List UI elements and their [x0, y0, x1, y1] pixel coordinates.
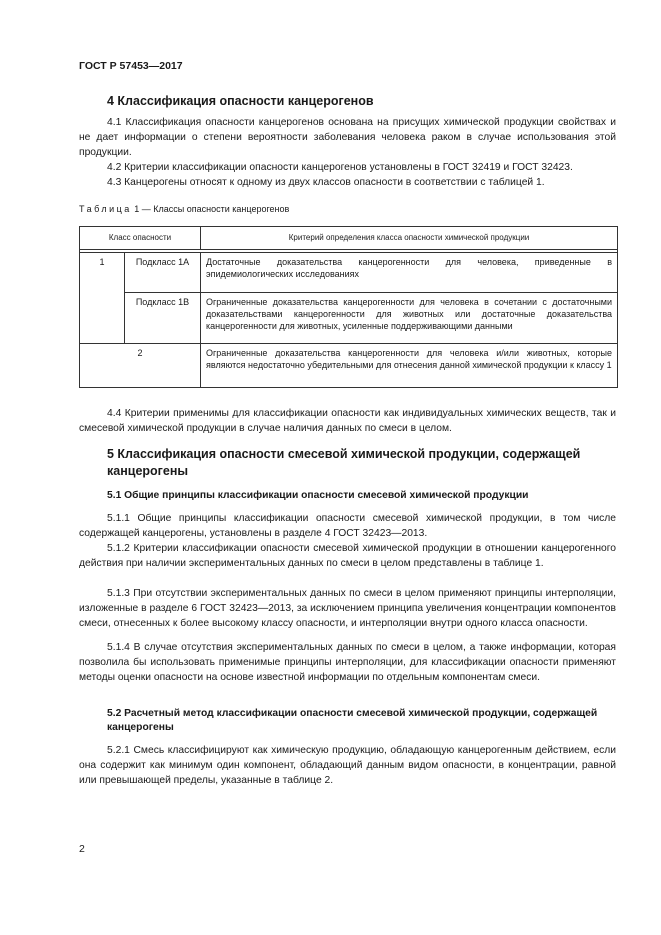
criterion-cell: Ограниченные доказательства канцерогенности для человека в сочетании с достаточными доказательствами канцерогенности для животных или достаточные доказательства канцерогенности для животных, усиленные поддерживающими данными	[201, 293, 618, 344]
subsection-5-2-title: 5.2 Расчетный метод классификации опасности смесевой химической продукции, содержащей канцерогены	[107, 708, 598, 733]
paragraph-5-1-3: 5.1.3 При отсутствии экспериментальных данных по смеси в целом применяют принципы интерполяции, изложенные в разделе 6 ГОСТ 32423—2013, за исключением принципа увеличения концентрации компонентов смеси, отнесенных к более высокому классу опасности, и интерполяции внутри одного класса опасности.	[79, 588, 616, 629]
subclass-cell: Подкласс 1А	[125, 253, 201, 293]
page-number: 2	[79, 843, 85, 855]
col-header-criterion: Критерий определения класса опасности химической продукции	[201, 227, 618, 250]
col-header-class: Класс опасности	[80, 227, 201, 250]
paragraph-5-1-2: 5.1.2 Критерии классификации опасности смесевой химической продукции в отношении канцерогенного действия при наличии экспериментальных данных по смеси в целом представлены в таблице 1.	[79, 543, 616, 569]
table-1-caption-text: 1 — Классы опасности канцерогенов	[131, 204, 290, 214]
paragraph-4-1: 4.1 Классификация опасности канцерогенов основана на присущих химической продукции свойствах и не дает информации о степени вероятности заболевания человека раком в случае использования этой продукции.	[79, 117, 616, 158]
paragraph-5-2-1: 5.2.1 Смесь классифицируют как химическую продукцию, обладающую канцерогенным действием, если она содержит как минимум один компонент, обладающий данным видом опасности, в концентрации, равной или превышающей пределы, указанные в таблице 2.	[79, 745, 616, 786]
paragraph-5-1-4: 5.1.4 В случае отсутствия экспериментальных данных по смеси в целом, а также информации, которая позволила бы использовать применимые принципы интерполяции, для классификации опасности применяют методы оценки опасности на основе известной информации по отдельным компонентам смеси.	[79, 642, 616, 683]
subsection-5-1-title: 5.1 Общие принципы классификации опасности смесевой химической продукции	[107, 490, 529, 501]
document-id: ГОСТ Р 57453—2017	[79, 60, 183, 72]
table-1-caption-label: Таблица	[79, 204, 132, 214]
class-cell: 1	[80, 253, 125, 344]
paragraph-4-3: 4.3 Канцерогены относят к одному из двух классов опасности в соответствии с таблицей 1.	[107, 177, 545, 188]
table-row	[80, 344, 618, 388]
paragraph-4-4: 4.4 Критерии применимы для классификации опасности как индивидуальных химических веществ, так и смесевой химической продукции в случае наличия данных по смеси в целом.	[79, 408, 616, 434]
table-row	[80, 253, 618, 293]
criterion-cell: Достаточные доказательства канцерогенности для человека, приведенные в эпидемиологических исследованиях	[201, 253, 618, 293]
class-cell: 2	[80, 344, 201, 388]
table-header-row	[80, 227, 618, 250]
table-row	[80, 293, 618, 344]
hazard-class-table	[79, 226, 618, 388]
table-1-caption	[79, 204, 289, 214]
criterion-cell: Ограниченные доказательства канцерогенности для человека и/или животных, которые являются недостаточно убедительными для отнесения данной химической продукции к классу 1	[201, 344, 618, 388]
section-5-title: 5 Классификация опасности смесевой химической продукции, содержащей канцерогены	[107, 447, 581, 478]
section-4-title: 4 Классификация опасности канцерогенов	[107, 94, 374, 108]
paragraph-4-2: 4.2 Критерии классификации опасности канцерогенов установлены в ГОСТ 32419 и ГОСТ 32423.	[107, 162, 573, 173]
subclass-cell: Подкласс 1В	[125, 293, 201, 344]
paragraph-5-1-1: 5.1.1 Общие принципы классификации опасности смесевой химической продукции, в том числе содержащей канцерогены, установлены в разделе 4 ГОСТ 32423—2013.	[79, 513, 616, 539]
